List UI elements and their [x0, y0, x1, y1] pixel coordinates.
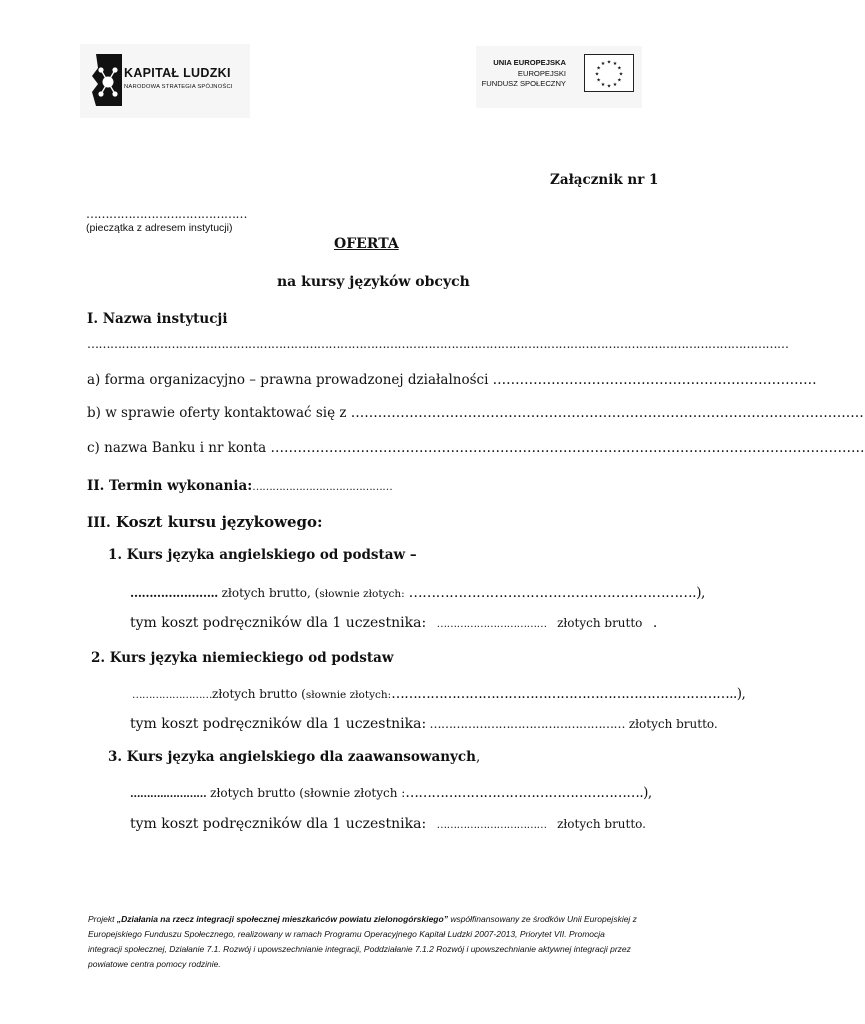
course3-words-field[interactable]: ……………………………………………….),	[405, 785, 652, 801]
section2-line	[87, 478, 392, 494]
course2-words-field[interactable]: ……………………………………………………………………..),	[391, 686, 746, 702]
course3-books-label: tym koszt podręczników dla 1 uczestnika:	[130, 816, 427, 832]
eu-logo-text	[482, 58, 566, 90]
course2-books-line	[130, 716, 718, 732]
eu-star-icon: ★	[606, 83, 612, 90]
eu-star-icon: ★	[612, 81, 618, 88]
section3-heading-text: Koszt kursu językowego:	[110, 513, 323, 531]
course3-price-line	[130, 782, 652, 801]
course3-books-field[interactable]: ……………………………	[436, 819, 547, 831]
course1-words-label: słownie złotych:	[319, 588, 405, 600]
course1-price-text: złotych brutto, (	[217, 586, 320, 600]
footer-prefix: Projekt	[88, 914, 117, 924]
course2-books-field[interactable]: ……………………………………………	[426, 717, 625, 731]
course2-books-label: tym koszt podręczników dla 1 uczestnika:	[130, 716, 427, 732]
footer-project-name: „Działania na rzecz integracji społecznej mieszkańców powiatu zielonogórskiego”	[116, 914, 448, 924]
section2-heading: II. Termin wykonania:	[87, 478, 253, 494]
footer-note	[88, 912, 640, 972]
course1-books-field[interactable]: ……………………………	[436, 618, 547, 630]
course3-books-line	[130, 816, 646, 832]
course2-price-field[interactable]: ……………………	[132, 689, 212, 701]
eu-star-icon: ★	[618, 71, 624, 78]
stamp-dotline: ……………………………………	[86, 207, 247, 221]
eu-star-icon: ★	[596, 65, 601, 72]
eu-star-icon: ★	[617, 65, 622, 72]
course1-books-end: .	[652, 615, 658, 631]
kapital-ludzki-logo	[80, 44, 250, 118]
page-title: OFERTA	[334, 236, 399, 252]
course3-title-line	[108, 749, 480, 765]
eu-star-icon: ★	[606, 59, 612, 66]
eu-star-icon: ★	[617, 77, 622, 84]
eu-star-icon: ★	[600, 61, 606, 68]
course1-price-field[interactable]: …………………..	[130, 586, 218, 600]
course1-title: 1. Kurs języka angielskiego od podstaw –	[108, 547, 417, 563]
institution-name-field[interactable]: …………………………………………………………………………………………………………………………………………………………………	[87, 337, 789, 351]
eu-logo-line3: FUNDUSZ SPOŁECZNY	[481, 79, 566, 88]
course3-words-label: słownie złotych :	[303, 786, 406, 800]
annex-label: Załącznik nr 1	[550, 172, 659, 188]
legal-form-field[interactable]: a) forma organizacyjno – prawna prowadzonej działalności ………………………………………………………………	[87, 372, 817, 388]
course3-books-unit: złotych brutto.	[557, 817, 646, 831]
course2-title: 2. Kurs języka niemieckiego od podstaw	[91, 650, 394, 666]
course3-title-end: ,	[475, 749, 481, 765]
course3-price-field[interactable]: ………..…………	[130, 788, 207, 800]
course2-price-line	[132, 683, 745, 702]
section3-heading-num: III.	[87, 515, 111, 531]
eu-star-icon: ★	[612, 61, 618, 68]
eu-logo-line2: EUROPEJSKI	[517, 68, 566, 78]
course1-price-line	[130, 582, 705, 601]
course1-books-line	[130, 615, 657, 631]
kl-logo-title: KAPITAŁ LUDZKI	[124, 66, 231, 80]
eu-flag-icon	[584, 54, 634, 92]
eu-star-icon: ★	[594, 71, 600, 78]
section3-heading	[87, 512, 323, 531]
kapital-ludzki-emblem-icon	[92, 54, 124, 106]
bank-account-field[interactable]: c) nazwa Banku i nr konta ……………………………………………………………………………………………………………………	[87, 440, 865, 456]
page-subtitle: na kursy języków obcych	[277, 274, 470, 290]
deadline-field[interactable]: ……………………………………	[252, 481, 393, 493]
kl-logo-subtitle: NARODOWA STRATEGIA SPÓJNOŚCI	[124, 84, 233, 90]
course1-words-field[interactable]: ……………………………………………………….),	[404, 585, 705, 601]
footer-rest: współfinansowany ze środków Unii Europejskiej z Europejskiego Funduszu Społecznego, realizowany w ramach Programu Operacyjnego Kapitał Ludzki 2007-2013, Priorytet VII. Promocja integracji społecznej, Działanie 7.1. Rozwój i upowszechnianie integracji, Poddziałanie 7.1.2 Rozwój i upowszechnianie aktywnej integracji przez powiatowe centra pomocy rodzinie.	[88, 914, 637, 969]
course3-title: 3. Kurs języka angielskiego dla zaawansowanych	[108, 749, 476, 765]
stamp-caption: (pieczątka z adresem instytucji)	[86, 222, 233, 234]
eu-star-icon: ★	[600, 81, 606, 88]
course1-books-label: tym koszt podręczników dla 1 uczestnika:	[130, 615, 427, 631]
course1-books-unit: złotych brutto	[557, 616, 643, 630]
course3-price-text: złotych brutto (	[206, 786, 304, 800]
course2-books-unit: złotych brutto.	[625, 717, 718, 731]
course2-price-text: złotych brutto (	[212, 687, 306, 701]
eu-logo-line1: UNIA EUROPEJSKA	[493, 58, 566, 67]
eu-star-icon: ★	[596, 77, 601, 84]
eu-logo	[476, 46, 642, 108]
course2-words-label: słownie złotych:	[305, 689, 392, 701]
section1-heading: I. Nazwa instytucji	[87, 311, 228, 327]
contact-person-field[interactable]: b) w sprawie oferty kontaktować się z ……………………………………………………………………………………………………	[87, 405, 864, 421]
